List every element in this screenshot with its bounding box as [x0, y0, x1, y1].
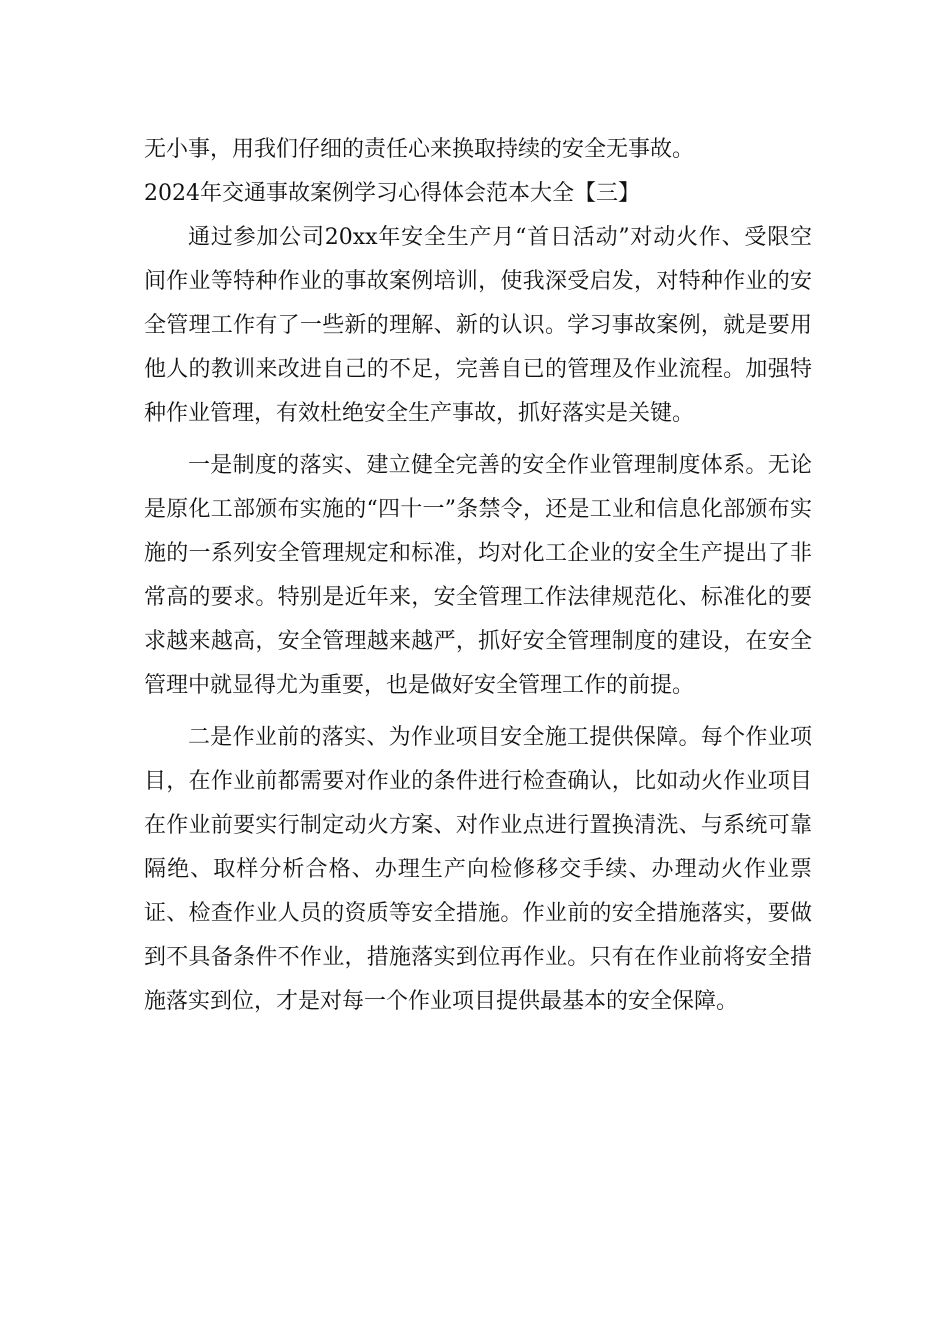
paragraph-point-one: 一是制度的落实、建立健全完善的安全作业管理制度体系。无论是原化工部颁布实施的“四十一”条禁令，还是工业和信息化部颁布实施的一系列安全管理规定和标准，均对化工企业的安全生产提出了非常高的要求。特别是近年来，安全管理工作法律规范化、标准化的要求越来越高，安全管理越来越严，抓好安全管理制度的建设，在安全管理中就显得尤为重要，也是做好安全管理工作的前提。: [144, 453, 812, 698]
paragraph-intro: 通过参加公司20xx年安全生产月“首日活动”对动火作、受限空间作业等特种作业的事故案例培训，使我深受启发，对特种作业的安全管理工作有了一些新的理解、新的认识。学习事故案例，就是要用他人的教训来改进自己的不足，完善自已的管理及作业流程。加强特种作业管理，有效杜绝安全生产事故，抓好落实是关键。: [144, 225, 812, 426]
section-title: 2024年交通事故案例学习心得体会范本大全【三】: [144, 181, 640, 206]
paragraph-point-two: 二是作业前的落实、为作业项目安全施工提供保障。每个作业项目，在作业前都需要对作业的条件进行检查确认，比如动火作业项目在作业前要实行制定动火方案、对作业点进行置换清洗、与系统可靠隔绝、取样分析合格、办理生产向检修移交手续、办理动火作业票证、检查作业人员的资质等安全措施。作业前的安全措施落实，要做到不具备条件不作业，措施落实到位再作业。只有在作业前将安全措施落实到位，才是对每一个作业项目提供最基本的安全保障。: [144, 725, 812, 1014]
continuation-line: 无小事，用我们仔细的责任心来换取持续的安全无事故。: [144, 137, 695, 162]
document-body: [144, 128, 812, 1024]
